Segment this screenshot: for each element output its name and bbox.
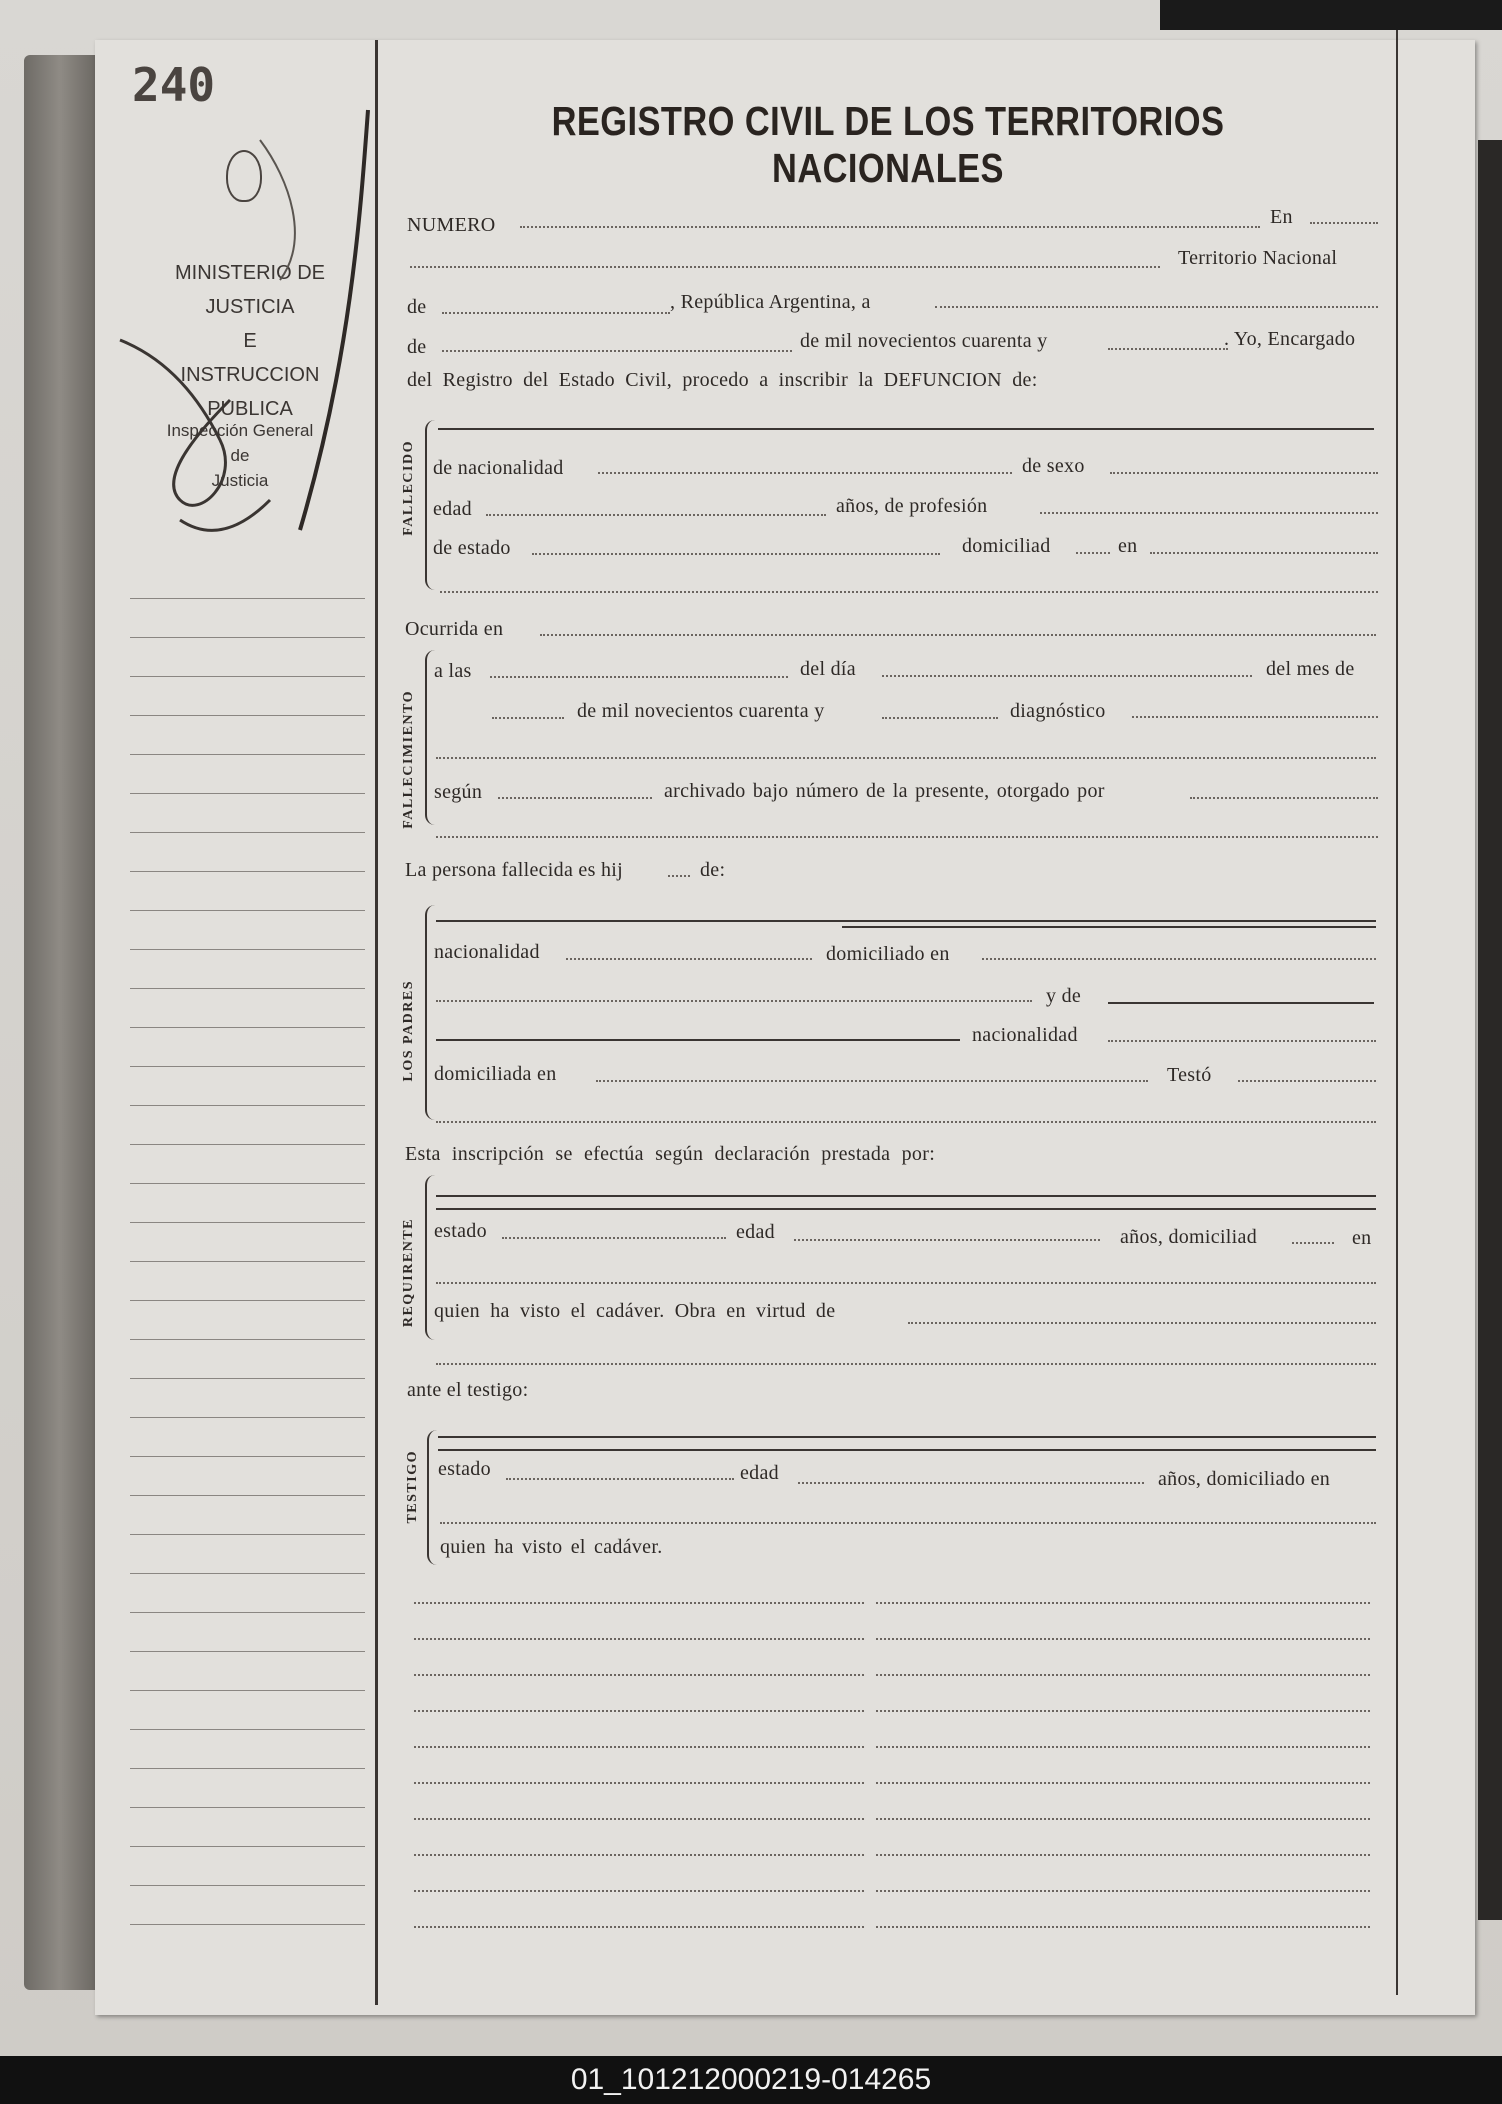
margin-ruled-line (130, 1846, 365, 1847)
notes-line[interactable] (876, 1710, 1370, 1712)
del-mes-label: del mes de (1266, 658, 1355, 680)
notes-line[interactable] (876, 1674, 1370, 1676)
margin-ruled-line (130, 1885, 365, 1886)
mes-field[interactable] (492, 717, 564, 719)
en-req-label: en (1352, 1227, 1372, 1249)
nacionalidad-madre-label: nacionalidad (972, 1024, 1078, 1046)
margin-ruled-line (130, 871, 365, 872)
margin-ruled-line (130, 1027, 365, 1028)
notes-line[interactable] (876, 1818, 1370, 1820)
estado-req-field[interactable] (502, 1237, 726, 1239)
hij-suffix[interactable] (668, 875, 690, 877)
right-margin-rule (1396, 30, 1398, 1995)
hora-field[interactable] (490, 676, 788, 678)
nacionalidad-label: de nacionalidad (433, 457, 564, 479)
margin-ruled-line (130, 949, 365, 950)
margin-ruled-line (130, 1534, 365, 1535)
domicilio-tes-field[interactable] (440, 1522, 1376, 1524)
padre-name-line-2 (842, 926, 1376, 928)
mil-label-2: de mil novecientos cuarenta y (577, 700, 825, 722)
quien-tes-label: quien ha visto el cadáver. (440, 1536, 663, 1558)
margin-ruled-line (130, 832, 365, 833)
notes-line[interactable] (414, 1782, 864, 1784)
testigo-intro-label: ante el testigo: (407, 1379, 529, 1401)
requirente-name-line[interactable] (436, 1195, 1376, 1197)
domiciliado-extra-line[interactable] (436, 1000, 1032, 1002)
notes-line[interactable] (414, 1854, 864, 1856)
margin-ruled-line (130, 637, 365, 638)
notes-line[interactable] (876, 1746, 1370, 1748)
notes-line[interactable] (414, 1602, 864, 1604)
padres-label: LOS PADRES (401, 980, 416, 1082)
edad-tes-label: edad (740, 1462, 779, 1484)
margin-ruled-line (130, 1066, 365, 1067)
domiciliado-field[interactable] (982, 958, 1376, 960)
form-title: REGISTRO CIVIL DE LOS TERRITORIOS NACIONALES (551, 98, 1225, 191)
notes-line[interactable] (414, 1674, 864, 1676)
domiciliad-label: domiciliad (962, 535, 1051, 557)
ministry-line2: E (243, 330, 257, 352)
margin-ruled-line (130, 715, 365, 716)
territorio-field[interactable] (410, 266, 1160, 268)
margin-ruled-line (130, 754, 365, 755)
padres-intro-de: de: (700, 859, 726, 881)
estado-field[interactable] (532, 553, 940, 555)
testigo-name-line[interactable] (438, 1436, 1376, 1438)
edad-req-label: edad (736, 1221, 775, 1243)
fallecimiento-label: FALLECIMIENTO (401, 690, 416, 829)
diagnostico-extra-line[interactable] (436, 757, 1376, 759)
margin-ruled-line (130, 1924, 365, 1925)
background-edge (1160, 0, 1502, 30)
domiciliado-label: domiciliado en (826, 943, 950, 965)
padres-extra-line[interactable] (436, 1121, 1376, 1123)
padres-brace (425, 905, 437, 1120)
margin-ruled-line (130, 1495, 365, 1496)
de2-field[interactable] (442, 350, 792, 352)
republica-label: , República Argentina, a (670, 291, 871, 313)
mil-label: de mil novecientos cuarenta y (800, 330, 1048, 352)
margin-ruled-line (130, 1378, 365, 1379)
margin-ruled-line (130, 988, 365, 989)
margin-ruled-line (130, 1573, 365, 1574)
margin-ruled-line (130, 1729, 365, 1730)
estado-tes-label: estado (438, 1458, 491, 1480)
requirente-extra-line[interactable] (436, 1363, 1376, 1365)
margin-ruled-line (130, 1768, 365, 1769)
republica-field[interactable] (935, 306, 1378, 308)
en-field[interactable] (1310, 222, 1378, 224)
ministry-line1: MINISTERIO DE JUSTICIA (174, 262, 325, 318)
quien-req-label: quien ha visto el cadáver. Obra en virtud de (434, 1300, 836, 1322)
virtud-field[interactable] (908, 1322, 1376, 1324)
margin-ruled-line (130, 1690, 365, 1691)
fallecimiento-extra-line[interactable] (436, 836, 1378, 838)
madre-name-line-2[interactable] (436, 1039, 960, 1041)
testo-label: Testó (1167, 1064, 1212, 1086)
domiciliad-suffix[interactable] (1076, 552, 1110, 554)
domiciliada-field[interactable] (596, 1080, 1148, 1082)
anio-field[interactable] (1108, 348, 1228, 350)
del-registro-text: del Registro del Estado Civil, procedo a inscribir la DEFUNCION de: (407, 369, 1038, 391)
anos-req-label: años, domiciliad (1120, 1226, 1257, 1248)
margin-ruled-line (130, 1651, 365, 1652)
archivado-label: archivado bajo número de la presente, otorgado por (664, 780, 1105, 802)
testo-field[interactable] (1238, 1080, 1376, 1082)
fallecido-name-line[interactable] (438, 428, 1374, 430)
a-las-label: a las (434, 660, 472, 682)
margin-ruled-line (130, 1144, 365, 1145)
notes-line[interactable] (876, 1782, 1370, 1784)
de1-label: de (407, 296, 427, 318)
numero-label: NUMERO (407, 214, 496, 236)
notes-line[interactable] (876, 1602, 1370, 1604)
margin-ruled-line (130, 598, 365, 599)
fallecido-label: FALLECIDO (401, 440, 416, 536)
margin-ruled-line (130, 1807, 365, 1808)
notes-line[interactable] (414, 1710, 864, 1712)
edad-tes-field[interactable] (798, 1482, 1144, 1484)
edad-label: edad (433, 498, 472, 520)
de2-label: de (407, 336, 427, 358)
domiciliada-label: domiciliada en (434, 1063, 557, 1085)
profesion-field[interactable] (1040, 512, 1378, 514)
testigo-name-line-2 (438, 1449, 1376, 1451)
madre-name-line[interactable] (1108, 1002, 1374, 1004)
segun-field[interactable] (498, 797, 652, 799)
nacionalidad-padre-label: nacionalidad (434, 941, 540, 963)
edad-req-field[interactable] (794, 1239, 1100, 1241)
margin-ruled-line (130, 1261, 365, 1262)
notes-line[interactable] (876, 1854, 1370, 1856)
dia-field[interactable] (882, 675, 1252, 677)
margin-ruled-line (130, 1105, 365, 1106)
page-edge-shadow (1478, 140, 1502, 1920)
testigo-brace (427, 1430, 439, 1565)
margin-ruled-line (130, 676, 365, 677)
margin-ruled-line (130, 793, 365, 794)
notes-line[interactable] (414, 1638, 864, 1640)
nacionalidad-padre-field[interactable] (566, 958, 812, 960)
inspection-line3: Justicia (211, 471, 269, 490)
requirente-label: REQUIRENTE (401, 1218, 416, 1328)
notes-line[interactable] (414, 1890, 864, 1892)
margin-ruled-line (130, 1417, 365, 1418)
nacionalidad-field[interactable] (598, 472, 1012, 474)
margin-ruled-line (130, 1612, 365, 1613)
anos-tes-label: años, domiciliado en (1158, 1468, 1331, 1490)
en-label: En (1270, 206, 1293, 228)
anio-field-2[interactable] (882, 717, 998, 719)
edad-field[interactable] (486, 514, 826, 516)
margin-ruled-line (130, 910, 365, 911)
inspection-line2: de (230, 446, 250, 465)
sexo-field[interactable] (1110, 472, 1378, 474)
fallecido-extra-line[interactable] (440, 591, 1378, 593)
notes-line[interactable] (414, 1926, 864, 1928)
en-label-2: en (1118, 535, 1138, 557)
ministry-line3: INSTRUCCION PUBLICA (180, 364, 320, 420)
territorio-label: Territorio Nacional (1178, 247, 1338, 269)
image-id-caption: 01_101212000219-014265 (570, 2063, 932, 2096)
ocurrida-label: Ocurrida en (405, 618, 504, 640)
margin-ruled-line (130, 1456, 365, 1457)
segun-label: según (434, 781, 483, 803)
testigo-label: TESTIGO (405, 1450, 420, 1524)
otorgado-field[interactable] (1190, 797, 1378, 799)
anos-profesion-label: años, de profesión (836, 495, 988, 517)
de1-field[interactable] (442, 312, 670, 314)
requirente-name-line-2 (436, 1208, 1376, 1210)
y-de-label: y de (1046, 985, 1082, 1007)
domiciliad-req-suffix[interactable] (1292, 1242, 1334, 1244)
estado-tes-field[interactable] (506, 1478, 734, 1480)
signature-scribble (110, 100, 380, 560)
domicilio-field[interactable] (1150, 552, 1378, 554)
page-number: 240 (132, 58, 216, 112)
diagnostico-field[interactable] (1132, 716, 1378, 718)
requirente-intro-label: Esta inscripción se efectúa según declaración prestada por: (405, 1143, 936, 1165)
inspection-line1: Inspección General (166, 421, 314, 440)
yo-label: . Yo, Encargado (1224, 328, 1356, 350)
numero-field[interactable] (520, 226, 1260, 228)
margin-ruled-line (130, 1300, 365, 1301)
margin-ruled-line (130, 1183, 365, 1184)
sexo-label: de sexo (1022, 455, 1085, 477)
ocurrida-field[interactable] (540, 634, 1376, 636)
domicilio-req-field[interactable] (436, 1282, 1376, 1284)
estado-label: de estado (433, 537, 511, 559)
notes-line[interactable] (876, 1926, 1370, 1928)
del-dia-label: del día (800, 658, 856, 680)
margin-ruled-line (130, 1222, 365, 1223)
notes-line[interactable] (414, 1746, 864, 1748)
nacionalidad-madre-field[interactable] (1108, 1040, 1376, 1042)
margin-ruled-line (130, 1339, 365, 1340)
notes-line[interactable] (876, 1890, 1370, 1892)
notes-line[interactable] (876, 1638, 1370, 1640)
padre-name-line[interactable] (436, 920, 1376, 922)
estado-req-label: estado (434, 1220, 487, 1242)
padres-intro-label: La persona fallecida es hij (405, 859, 624, 881)
notes-line[interactable] (414, 1818, 864, 1820)
diagnostico-label: diagnóstico (1010, 700, 1106, 722)
